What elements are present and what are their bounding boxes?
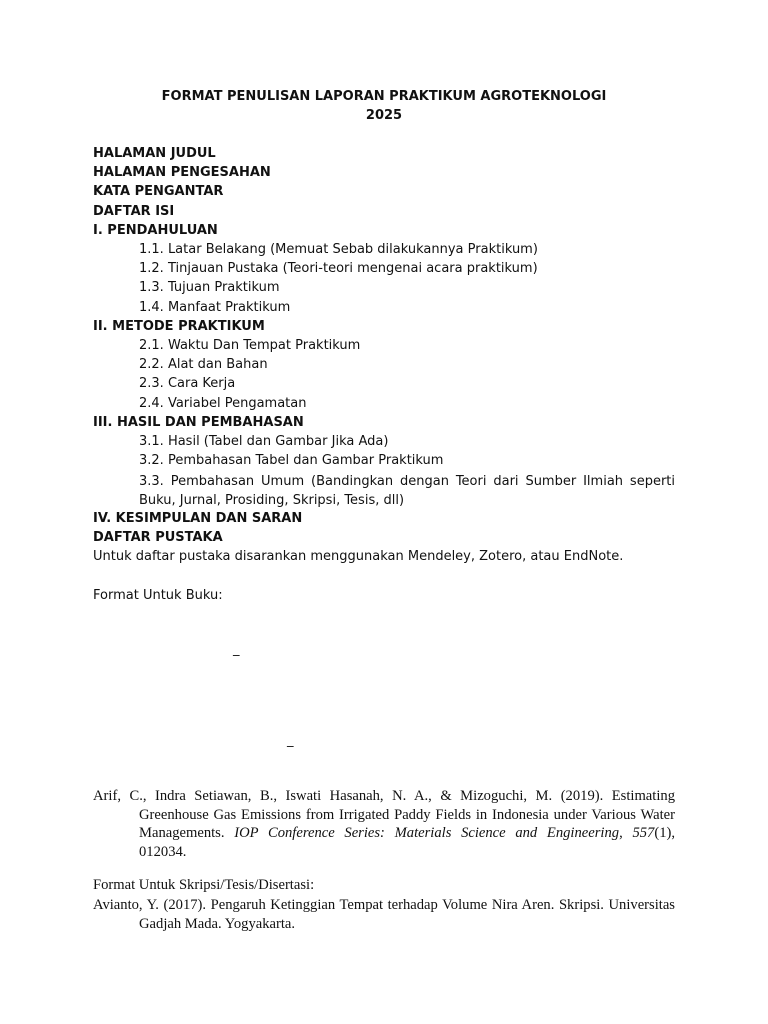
heading-pendahuluan: I. PENDAHULUAN [93,223,218,238]
heading-halaman-pengesahan: HALAMAN PENGESAHAN [93,165,271,180]
list-item: 2.2. Alat dan Bahan [139,357,268,372]
list-item: 3.2. Pembahasan Tabel dan Gambar Praktikum [139,453,444,468]
heading-daftar-isi: DAFTAR ISI [93,204,175,219]
reference-volume: 557 [632,825,655,841]
list-item: 2.4. Variabel Pengamatan [139,396,307,411]
list-item: 2.3. Cara Kerja [139,376,236,391]
reference-issue-pages: (1), 012034. [139,825,675,860]
thesis-format-label: Format Untuk Skripsi/Tesis/Disertasi: [93,877,315,893]
heading-halaman-judul: HALAMAN JUDUL [93,146,216,161]
placeholder-dash: _ [287,733,294,748]
list-item: 1.2. Tinjauan Pustaka (Teori-teori mengenai acara praktikum) [139,261,538,276]
reference-text: Arif, C., Indra Setiawan, B., Iswati Hasanah, N. A., & Mizoguchi, M. (2019). Estimating Greenhouse Gas Emissions from Irrigated Paddy Fields in Indonesia under Various Water Managements. [93,788,675,841]
reference-journal [93,787,675,861]
heading-daftar-pustaka: DAFTAR PUSTAKA [93,530,223,545]
reference-separator: , [619,825,633,841]
heading-kata-pengantar: KATA PENGANTAR [93,184,224,199]
book-format-label: Format Untuk Buku: [93,588,223,603]
document-title: FORMAT PENULISAN LAPORAN PRAKTIKUM AGROTEKNOLOGI [161,89,607,104]
heading-kesimpulan-saran: IV. KESIMPULAN DAN SARAN [93,511,303,526]
list-item: 1.4. Manfaat Praktikum [139,300,291,315]
bibliography-note: Untuk daftar pustaka disarankan menggunakan Mendeley, Zotero, atau EndNote. [93,549,624,564]
reference-journal-name: IOP Conference Series: Materials Science and Engineering [234,825,620,841]
list-item: 3.1. Hasil (Tabel dan Gambar Jika Ada) [139,434,389,449]
list-item: 1.1. Latar Belakang (Memuat Sebab dilakukannya Praktikum) [139,242,538,257]
document-year: 2025 [365,108,403,123]
placeholder-dash: _ [233,642,240,657]
list-item: 3.3. Pembahasan Umum (Bandingkan dengan Teori dari Sumber Ilmiah seperti Buku, Jurnal, Prosiding, Skripsi, Tesis, dll) [139,474,675,508]
reference-thesis: Avianto, Y. (2017). Pengaruh Ketinggian Tempat terhadap Volume Nira Aren. Skripsi. Universitas Gadjah Mada. Yogyakarta. [93,897,675,932]
heading-hasil-pembahasan: III. HASIL DAN PEMBAHASAN [93,415,304,430]
list-item: 1.3. Tujuan Praktikum [139,280,280,295]
list-item: 2.1. Waktu Dan Tempat Praktikum [139,338,361,353]
heading-metode-praktikum: II. METODE PRAKTIKUM [93,319,265,334]
